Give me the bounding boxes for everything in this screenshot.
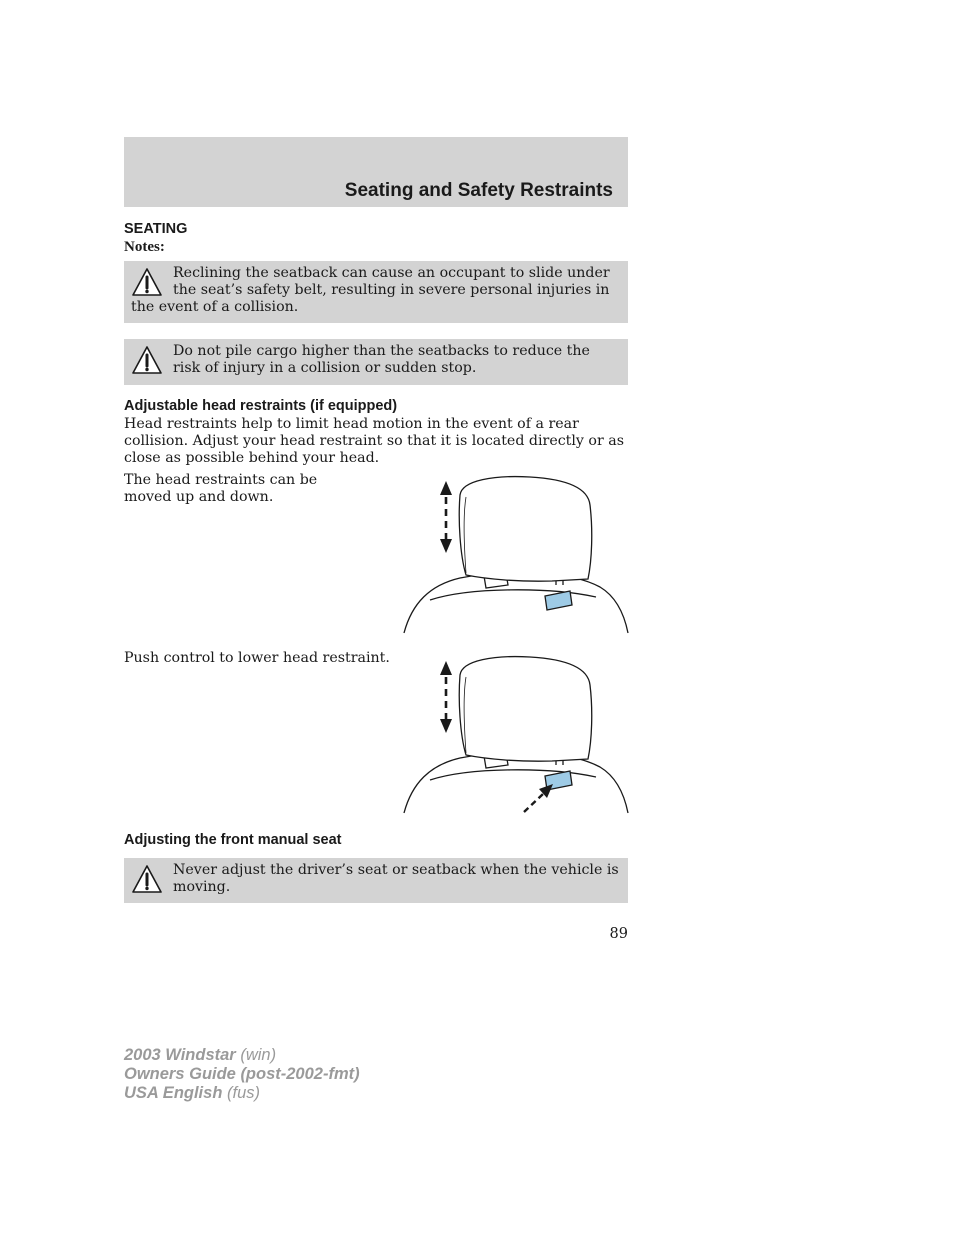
head-restraints-intro: Head restraints help to limit head motion in the event of a rear collision. Adjust your head restraint so that it is located directly or as close as possible behind your head. [124, 416, 624, 466]
head-restraints-heading: Adjustable head restraints (if equipped) [124, 398, 398, 414]
warning-text-cargo: Do not pile cargo higher than the seatbacks to reduce the risk of injury in a collision or sudden stop. [173, 343, 590, 376]
footer-model-code: (win) [240, 1046, 277, 1064]
warning-triangle-icon [131, 863, 163, 895]
seating-heading: SEATING [124, 221, 188, 237]
document-footer [124, 1046, 360, 1103]
head-restraint-figure-push-control [400, 655, 630, 815]
down-arrow-icon [440, 539, 452, 553]
warning-box-driver-seat [124, 858, 628, 903]
notes-label: Notes: [124, 239, 165, 255]
figure2-caption: Push control to lower head restraint. [124, 650, 390, 666]
warning-text-driver-seat: Never adjust the driver’s seat or seatback when the vehicle is moving. [173, 862, 619, 895]
section-header-band [124, 137, 628, 207]
up-arrow-icon [440, 661, 452, 675]
footer-language: USA English [124, 1084, 223, 1102]
warning-triangle-icon [131, 266, 163, 298]
figure1-caption: The head restraints can be moved up and down. [124, 472, 318, 505]
warning-box-cargo [124, 339, 628, 385]
section-title: Seating and Safety Restraints [344, 180, 613, 201]
page-number: 89 [609, 926, 628, 942]
warning-text-recline: Reclining the seatback can cause an occupant to slide under the seat’s safety belt, resulting in severe personal injuries in the event of a collision. [131, 265, 610, 315]
footer-guide: Owners Guide (post-2002-fmt) [124, 1065, 360, 1083]
head-restraint-figure-up-down [400, 475, 630, 635]
down-arrow-icon [440, 719, 452, 733]
release-control-icon [545, 591, 572, 610]
footer-language-code: (fus) [227, 1084, 260, 1102]
up-arrow-icon [440, 481, 452, 495]
footer-model: 2003 Windstar [124, 1046, 236, 1064]
warning-triangle-icon [131, 344, 163, 376]
front-seat-heading: Adjusting the front manual seat [124, 832, 342, 848]
warning-box-recline [124, 261, 628, 323]
